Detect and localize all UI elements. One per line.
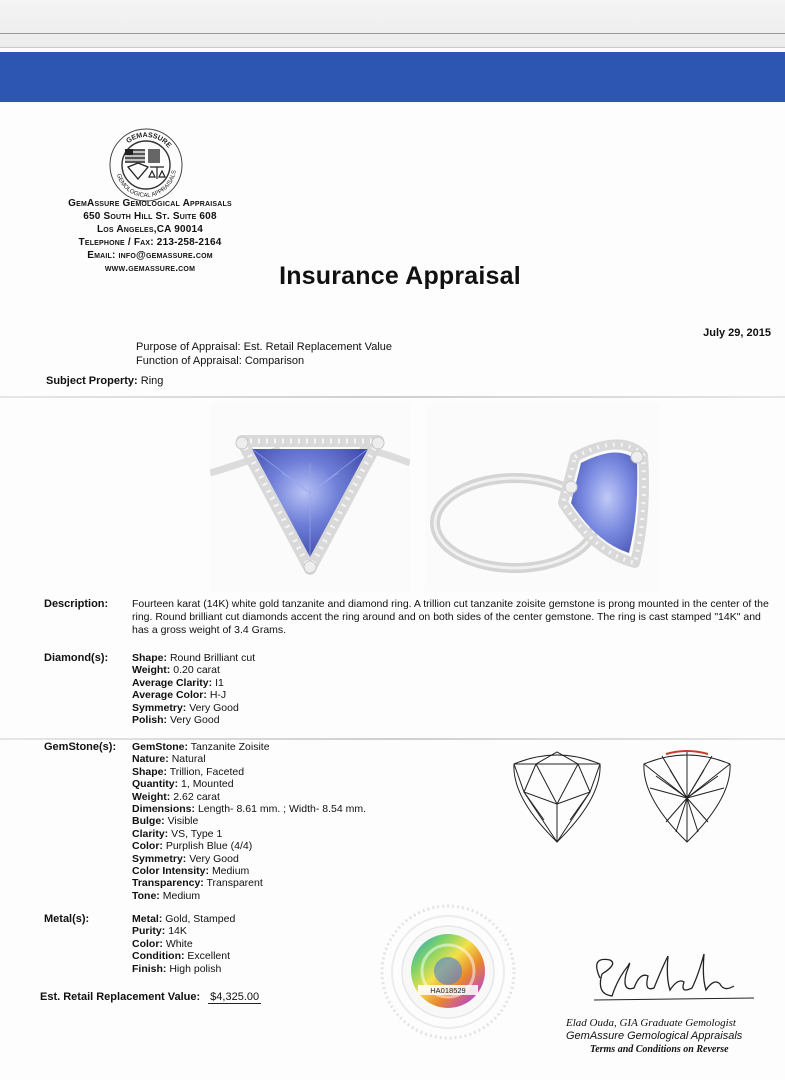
metal-label: Metal(s): bbox=[44, 913, 90, 925]
spec-value: Very Good bbox=[189, 852, 239, 865]
spec-key: Polish: bbox=[132, 714, 168, 727]
subject-label: Subject Property: bbox=[46, 375, 138, 387]
purpose-line: Purpose of Appraisal: Est. Retail Replacement Value bbox=[136, 341, 392, 353]
spec-line bbox=[132, 828, 366, 840]
spec-value: 2.62 carat bbox=[173, 790, 220, 803]
spec-line bbox=[132, 689, 255, 701]
signature-icon bbox=[588, 948, 758, 1010]
spec-key: Finish: bbox=[132, 962, 167, 975]
spec-key: Bulge: bbox=[132, 815, 165, 828]
spec-line bbox=[132, 913, 235, 925]
description-label: Description: bbox=[44, 598, 109, 610]
signatory-name: Elad Ouda, GIA Graduate Gemologist bbox=[566, 1017, 736, 1029]
spec-key: Weight: bbox=[132, 664, 171, 677]
gemstones-label: GemStone(s): bbox=[44, 741, 117, 753]
spec-line bbox=[132, 741, 366, 753]
purpose-block bbox=[136, 340, 392, 368]
description-text: Fourteen karat (14K) white gold tanzanite and diamond ring. A trillion cut tanzanite zoisite gemstone is prong mounted in the center of the ring. Round brilliant cut diamonds accent the ring around and on both sides of the center gemstone. The ring is cast stamped "14K" and has a gross weight of 3.4 Grams. bbox=[132, 598, 769, 636]
spec-line bbox=[132, 963, 235, 975]
diamonds-specs bbox=[132, 652, 255, 726]
spec-value: Very Good bbox=[169, 714, 220, 727]
spec-line bbox=[132, 815, 366, 827]
spec-line bbox=[132, 677, 255, 689]
spec-value: Medium bbox=[211, 865, 250, 878]
spec-line bbox=[132, 890, 366, 902]
spec-key: Nature: bbox=[132, 753, 169, 766]
company-website: www.gemassure.com bbox=[104, 263, 196, 274]
spec-line bbox=[132, 925, 235, 937]
gemstone-specs bbox=[132, 741, 366, 902]
spec-value: Excellent bbox=[187, 950, 231, 963]
metal-specs bbox=[132, 913, 235, 975]
spec-line bbox=[132, 853, 366, 865]
spec-value: 14K bbox=[168, 925, 187, 938]
ring-photo-front bbox=[210, 403, 410, 591]
spec-value: H-J bbox=[209, 689, 227, 702]
spec-value: Visible bbox=[167, 815, 199, 828]
spec-key: Symmetry: bbox=[132, 701, 187, 714]
spec-value: I1 bbox=[215, 676, 224, 689]
spec-value: Purplish Blue (4/4) bbox=[165, 840, 253, 853]
spec-key: Transparency: bbox=[132, 877, 204, 890]
spec-key: Dimensions: bbox=[132, 803, 196, 816]
terms-note: Terms and Conditions on Reverse bbox=[590, 1044, 729, 1055]
spec-line bbox=[132, 877, 366, 889]
spec-value: Tanzanite Zoisite bbox=[190, 741, 270, 753]
hologram-sticker-icon bbox=[410, 933, 486, 1009]
ring-photo-side bbox=[425, 403, 660, 591]
spec-key: Color: bbox=[132, 840, 163, 853]
header-band bbox=[0, 52, 785, 102]
spec-key: GemStone: bbox=[132, 741, 189, 753]
spec-value: 1, Mounted bbox=[181, 778, 234, 791]
company-address-line2: Los Angeles,CA 90014 bbox=[96, 224, 204, 235]
company-address-line1: 650 South Hill St. Suite 608 bbox=[83, 211, 217, 222]
trillion-crown-diagram-icon bbox=[506, 748, 608, 846]
spec-key: Color Intensity: bbox=[132, 865, 210, 878]
fold-line bbox=[0, 396, 785, 398]
spec-line bbox=[132, 803, 366, 815]
spec-line bbox=[132, 664, 255, 676]
hologram-code: HA018529 bbox=[430, 986, 466, 995]
spec-line bbox=[132, 753, 366, 765]
company-phone: Telephone / Fax: 213-258-2164 bbox=[78, 237, 222, 248]
spec-key: Clarity: bbox=[132, 827, 169, 840]
spec-value: High polish bbox=[169, 962, 222, 975]
signatory-firm: GemAssure Gemological Appraisals bbox=[566, 1030, 743, 1042]
spec-key: Color: bbox=[132, 937, 163, 950]
spec-line bbox=[132, 938, 235, 950]
gemassure-logo-icon bbox=[108, 127, 184, 203]
svg-text:GEMOLOGICAL APPRAISALS: GEMOLOGICAL APPRAISALS bbox=[114, 169, 178, 200]
spec-key: Metal: bbox=[132, 913, 163, 925]
spec-value: Round Brilliant cut bbox=[169, 652, 256, 664]
subject-value: Ring bbox=[140, 375, 164, 387]
spec-value: Gold, Stamped bbox=[165, 913, 236, 925]
spec-key: Shape: bbox=[132, 652, 168, 664]
document-title: Insurance Appraisal bbox=[279, 262, 521, 290]
spec-value: 0.20 carat bbox=[173, 664, 220, 677]
spec-line bbox=[132, 766, 366, 778]
spec-line bbox=[132, 840, 366, 852]
function-line: Function of Appraisal: Comparison bbox=[136, 355, 305, 367]
signatory-block bbox=[566, 1017, 781, 1056]
top-divider-line bbox=[0, 33, 785, 34]
spec-line bbox=[132, 702, 255, 714]
retail-value-row bbox=[40, 991, 261, 1003]
spec-key: Tone: bbox=[132, 889, 160, 902]
spec-line bbox=[132, 714, 255, 726]
appraisal-date: July 29, 2015 bbox=[703, 327, 771, 339]
spec-key: Average Clarity: bbox=[132, 676, 213, 689]
spec-value: Medium bbox=[162, 889, 201, 902]
spec-key: Weight: bbox=[132, 790, 171, 803]
retail-value-amount: $4,325.00 bbox=[210, 991, 260, 1003]
spec-key: Symmetry: bbox=[132, 852, 187, 865]
diamonds-label: Diamond(s): bbox=[44, 652, 109, 664]
spec-line bbox=[132, 865, 366, 877]
spec-line bbox=[132, 950, 235, 962]
trillion-pavilion-diagram-icon bbox=[636, 748, 738, 846]
retail-value-label: Est. Retail Replacement Value: bbox=[40, 991, 201, 1003]
spec-line bbox=[132, 652, 255, 664]
spec-value: Very Good bbox=[189, 701, 239, 714]
company-name: GemAssure Gemological Appraisals bbox=[68, 198, 232, 209]
spec-key: Condition: bbox=[132, 950, 185, 963]
spec-key: Average Color: bbox=[132, 689, 207, 702]
top-paper-strip bbox=[0, 0, 785, 48]
spec-value: White bbox=[165, 937, 193, 950]
spec-value: Transparent bbox=[206, 877, 263, 890]
spec-key: Shape: bbox=[132, 765, 168, 778]
svg-text:GEMASSURE: GEMASSURE bbox=[125, 131, 173, 150]
spec-value: Length- 8.61 mm. ; Width- 8.54 mm. bbox=[197, 803, 366, 816]
spec-key: Quantity: bbox=[132, 778, 179, 791]
spec-value: VS, Type 1 bbox=[171, 827, 223, 840]
spec-line bbox=[132, 791, 366, 803]
company-email: Email: info@gemassure.com bbox=[87, 250, 213, 261]
spec-key: Purity: bbox=[132, 925, 166, 938]
subject-property bbox=[46, 375, 163, 387]
spec-value: Natural bbox=[171, 753, 206, 766]
spec-value: Trillion, Faceted bbox=[169, 765, 245, 778]
fold-line bbox=[0, 738, 785, 740]
spec-line bbox=[132, 778, 366, 790]
